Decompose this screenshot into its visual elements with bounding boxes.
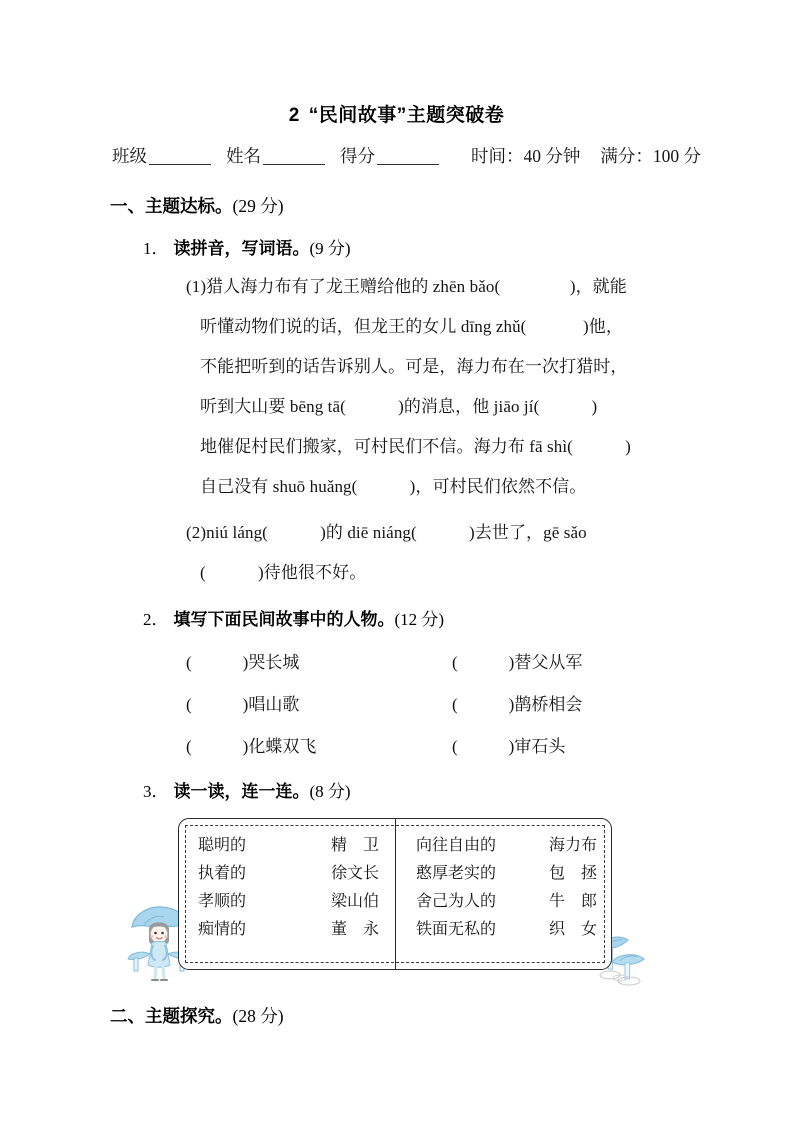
question-2-prompt: 填写下面民间故事中的人物。 <box>173 610 395 629</box>
question-1-line-2: 听懂动物们说的话，但龙王的女儿 dīng zhǔ( )他， <box>200 317 623 336</box>
match-adjective[interactable]: 憨厚老实的 <box>416 865 497 882</box>
match-person[interactable]: 牛 郎 <box>548 893 597 910</box>
question-1-line-4: 听到大山要 bēng tā( )的消息，他 jiāo jí( ) <box>200 397 598 416</box>
question-1-line-7: (2)niú láng( )的 diē niáng( )去世了，gē sǎo <box>186 523 587 542</box>
matching-columns <box>179 819 611 969</box>
class-label: 班级 <box>112 146 147 166</box>
match-pair[interactable] <box>396 888 611 916</box>
question-1-line-8: ( )待他很不好。 <box>200 563 367 582</box>
match-adjective[interactable]: 向往自由的 <box>416 837 497 854</box>
match-person[interactable]: 徐文长 <box>330 865 379 882</box>
page-title-text: “民间故事”主题突破卷 <box>308 105 505 126</box>
matching-column-left <box>179 819 395 969</box>
question-3-heading <box>143 777 351 802</box>
match-pair[interactable] <box>396 916 611 944</box>
match-person[interactable]: 包 拯 <box>548 865 597 882</box>
question-1-line-5: 地催促村民们搬家，可村民们不信。海力布 fā shì( ) <box>200 437 631 456</box>
question-2-heading <box>143 605 444 630</box>
question-2-row-2-left[interactable]: ( )唱山歌 <box>186 695 300 714</box>
match-adjective[interactable]: 舍己为人的 <box>416 893 497 910</box>
page-title <box>0 100 793 127</box>
question-3-number: 3． <box>143 782 169 801</box>
student-info-line <box>112 143 701 168</box>
match-person[interactable]: 精 卫 <box>330 837 379 854</box>
section-heading-two <box>110 1003 284 1028</box>
question-2-row-2-right[interactable]: ( )鹊桥相会 <box>452 695 583 714</box>
question-1-line-1: (1)猎人海力布有了龙王赠给他的 zhēn bǎo( )，就能 <box>186 277 627 296</box>
question-2-row-3-right[interactable]: ( )审石头 <box>452 737 566 756</box>
match-adjective[interactable]: 孝顺的 <box>198 893 247 910</box>
time-label: 时间：40 分钟 <box>471 146 581 166</box>
match-adjective[interactable]: 铁面无私的 <box>416 921 497 938</box>
question-1-number: 1． <box>143 239 169 258</box>
question-1-line-3: 不能把听到的话告诉别人。可是，海力布在一次打猎时， <box>200 357 628 376</box>
section-one-points: (29 分) <box>232 196 284 216</box>
question-2-points: (12 分) <box>394 610 445 629</box>
section-two-title: 二、主题探究。 <box>110 1006 233 1026</box>
match-adjective[interactable]: 聪明的 <box>198 837 247 854</box>
page-title-number: 2 <box>288 105 300 126</box>
match-pair[interactable] <box>179 860 395 888</box>
match-pair[interactable] <box>396 860 611 888</box>
question-2-row-3-left[interactable]: ( )化蝶双飞 <box>186 737 317 756</box>
question-1-heading <box>143 234 351 259</box>
match-pair[interactable] <box>396 832 611 860</box>
question-1-line-6: 自己没有 shuō huǎng( )，可村民们依然不信。 <box>200 477 587 496</box>
question-1-points: (9 分) <box>309 239 351 258</box>
section-one-title: 一、主题达标。 <box>110 196 233 216</box>
match-person[interactable]: 董 永 <box>330 921 379 938</box>
matching-exercise-box <box>178 818 612 970</box>
section-two-points: (28 分) <box>232 1006 284 1026</box>
name-label: 姓名 <box>226 146 261 166</box>
match-person[interactable]: 海力布 <box>548 837 597 854</box>
match-pair[interactable] <box>179 888 395 916</box>
match-person[interactable]: 织 女 <box>548 921 597 938</box>
name-blank[interactable] <box>263 164 325 165</box>
match-adjective[interactable]: 痴情的 <box>198 921 247 938</box>
match-pair[interactable] <box>179 832 395 860</box>
section-heading-one <box>110 193 284 218</box>
match-person[interactable]: 梁山伯 <box>330 893 379 910</box>
question-3-points: (8 分) <box>309 782 351 801</box>
match-adjective[interactable]: 执着的 <box>198 865 247 882</box>
match-pair[interactable] <box>179 916 395 944</box>
matching-column-right <box>395 819 611 969</box>
question-2-row-1-left[interactable]: ( )哭长城 <box>186 653 300 672</box>
class-blank[interactable] <box>149 164 211 165</box>
question-2-number: 2． <box>143 610 169 629</box>
question-2-row-1-right[interactable]: ( )替父从军 <box>452 653 583 672</box>
total-points-label: 满分：100 分 <box>600 146 701 166</box>
score-blank[interactable] <box>377 164 439 165</box>
question-3-prompt: 读一读，连一连。 <box>173 782 310 801</box>
score-label: 得分 <box>340 146 375 166</box>
question-1-prompt: 读拼音，写词语。 <box>173 239 310 258</box>
